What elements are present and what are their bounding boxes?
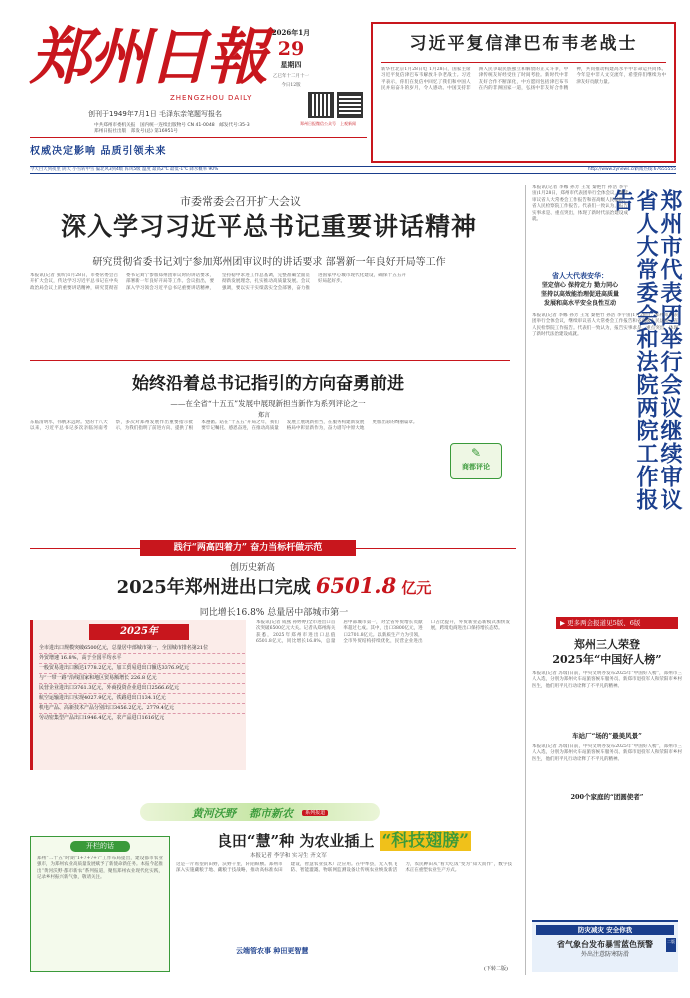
stat-item: 劳动密集型产品出口1946.4亿元，农产品进口1616亿元 [39, 715, 165, 721]
npc-sub-point: 坚持以高效能治理促进高质量 [540, 291, 619, 298]
weather-promo-title: 省气象台发布暴雪蓝色预警 [557, 939, 653, 949]
trade-subtitle: 同比增长16.8% 总量居中部城市第一 [199, 608, 349, 618]
agri-kicker-mid: 都市新农 [248, 807, 293, 820]
panel-year-badge: 2025年 [89, 624, 189, 640]
stat-item: 航空运输进出口实现4027.9亿元，铁路进出口134.1亿元 [39, 694, 245, 704]
side-note-box [30, 836, 170, 972]
banner-text: 践行“两高四着力” 奋力当标杆做示范 [173, 543, 323, 553]
agri-body: 这是一片希望的田野，沃野千里，阡陌纵横。郑州市深入实施藏粮于地、藏粮于技战略，推动高标准农田建设，智慧农业技术广泛应用。在中牟县，无人机飞防、智能灌溉、物联网监测设备让传统农业焕发新活力，农民种田从“看天吃饭”变为“知天而作”，数字技术正在重塑农业生产方式。 [176, 862, 512, 874]
logo-pinyin: ZHENGZHOU DAILY [170, 94, 253, 102]
weather-strip [30, 166, 676, 174]
stats-list [39, 644, 245, 723]
agri-title[interactable] [176, 826, 512, 851]
agri-byline: 本报记者 李学和 实习生 齐文军 [250, 853, 327, 859]
commentary-body: 东临清明水，伟帆未远时。党的十八大以来，习近平总书记多次亲临河南考察，多次对郑州发展作出重要指示批示，为我们指明了前进方向、提供了根本遵循。站在“十五五”开局之年，我们要牢记嘱托、感恩奋进，在推动高质量发展上展现新担当，在服务构建新发展格局中彰显新作为，奋力谱写中原大地更加出彩的绚丽篇章。 [30, 420, 418, 432]
trade-stats-panel [30, 620, 246, 770]
date-day: 29 [277, 38, 305, 60]
commentary-column-tag [450, 443, 502, 479]
more-coverage-link[interactable] [556, 617, 678, 629]
npc-sub-title: 省人大代表安华： [552, 271, 608, 280]
trade-title-value: 6501.8 [315, 573, 397, 598]
weather-promo[interactable] [532, 920, 678, 972]
banner-line-right [356, 548, 516, 549]
postal-code: 邮发代号:35-3 [219, 123, 250, 128]
lead-subtitle: 研究贯彻省委书记刘宁参加郑州团审议时的讲话要求 部署新一年良好开局等工作 [92, 257, 446, 268]
weather-promo-tag: 防灾减灾 安全你我 [536, 925, 674, 935]
weather-report: 今天白天到夜里 阴天 小雪转中雪 偏北风3到4级 阵风5级 温度 最高2℃ 最低-1℃ 降水概率 90% [30, 167, 219, 172]
honor-story [532, 637, 682, 837]
pen-icon: ✎ [470, 446, 482, 460]
agri-more[interactable]: (下转二版) [484, 966, 508, 972]
qr-code-news[interactable] [337, 92, 363, 118]
issue-number: 郑发号(总) 第16951号 [130, 129, 179, 134]
top-story-box [371, 22, 676, 163]
honor-title-line2[interactable]: 2025年“中国好人榜” [552, 653, 662, 666]
publisher: 中共郑州市委机关报 [94, 123, 136, 128]
publisher2: 郑州日报社出版 [94, 129, 127, 134]
banner-line [30, 548, 140, 549]
trade-title[interactable] [30, 573, 518, 599]
slogan: 权威决定影响 品质引领未来 [30, 146, 167, 157]
issue-pages: 今日12版 [281, 83, 301, 88]
weekday: 星期四 [280, 60, 302, 69]
masthead-rule [30, 137, 367, 138]
lead-title[interactable]: 深入学习习近平总书记重要讲话精神 [60, 212, 477, 241]
date-box [262, 28, 320, 88]
npc-sub-point: 坚定信心 保持定力 勠力同心 [541, 282, 619, 289]
trade-kicker: 创历史新高 [230, 563, 276, 573]
more-coverage-label: 更多两会报道见5版、6版 [567, 619, 641, 627]
founded-note: 创刊于1949年7月1日 毛泽东亲笔题写报名 [88, 110, 222, 118]
top-story-title[interactable]: 习近平复信津巴布韦老战士 [409, 34, 638, 54]
news-hotline: 新闻热线:67655555 [634, 167, 676, 172]
trade-story [30, 560, 518, 800]
stat-item: 民营企业进出口3761.3亿元，外商投资企业进出口2566.6亿元 [39, 684, 245, 694]
theme-banner [140, 540, 356, 556]
newspaper-logo: 郑州日報 [30, 22, 267, 93]
trade-body: 本报讯(记者 成燕 孙婷婷)全市进出口首次突破6500亿元大关。记者从郑州海关获悉，2025年郑州市进出口总值6501.8亿元，同比增长16.8%，总量居中部城市第一，对全省外贸增长贡献率超过七成。其中，出口3800亿元，进口2701.8亿元。以新质生产力为引领，全市外贸结构持续优化，民营企业进出口占比提升，外贸新业态新模式加快发展，跨境电商进出口保持增长态势。 [256, 620, 510, 645]
stat-item: 外贸增速 16.8%，高于全国平均水平 [39, 654, 245, 664]
trade-title-unit: 亿元 [401, 579, 432, 597]
agri-kicker-bar [140, 803, 380, 821]
stat-item: 一般贸易进出口额达1778.2亿元，加工贸易进出口额达3376.9亿元 [39, 664, 245, 674]
qr-code-wechat[interactable] [308, 92, 334, 118]
website-link[interactable]: http://www.zynews.cn [587, 167, 636, 172]
date-year-month: 2026年1月 [271, 28, 311, 37]
commentary-rule [30, 360, 510, 361]
npc-headline[interactable]: 郑州市代表团举行会议继续审议省人大常委会和法院两院工作报告 [609, 189, 683, 511]
agri-title-prefix: 良田“慧”种 为农业插上 [216, 832, 375, 850]
side-note-title: 开栏的话 [70, 841, 130, 852]
npc-sub-point: 发展和高水平安全良性互动 [543, 300, 616, 307]
weather-promo-badge: 二版 [666, 938, 676, 952]
honor-subhead-2: 200个家庭的“团圆使者” [570, 793, 644, 801]
agri-subhead: 云端管农事 种田更智慧 [236, 946, 309, 955]
trade-title-prefix: 2025年郑州进出口完成 [116, 577, 311, 598]
npc-body-long: 本报讯(记者 李娜 孙芳 王宠 秦艳竹 孙浩 李宇宙)1月28日，郑州市代表团举行全体会议，继续审议省人大常委会工作报告和省高级人民法院、省人民检察院工作报告。代表们一致认为，报告实事求是、重点突出，体现了新时代法治建设成就。 [532, 313, 678, 338]
publisher-info [94, 123, 304, 135]
top-story-rule [381, 62, 666, 63]
honor-title-line1[interactable]: 郑州三人荣登 [574, 638, 640, 651]
arrow-right-icon: ▶ [560, 619, 568, 627]
qr-label-wechat: 郑州日报微信公众号 [300, 121, 336, 126]
lead-kicker: 市委常委会召开扩大会议 [180, 195, 301, 208]
npc-story [532, 185, 682, 632]
npc-body: 本报讯(记者 李娜 孙芳 王宠 秦艳竹 孙浩 李宇宙)1月28日，郑州市代表团举行全体会议，继续审议省人大常委会工作报告和省高级人民法院、省人民检察院工作报告。代表们一致认为，报告实事求是、重点突出，体现了新时代法治建设成就。 [532, 185, 628, 223]
cn-code: 国内统一连续出版物号 CN 41-0048 [139, 123, 215, 128]
npc-sub-box [532, 271, 628, 308]
top-story-body: 新华社北京1月28日电 1月28日，国家主席习近平复信津巴布韦解放斗争老战士。习近平表示，你们在复信中回忆了我们和中国人民并肩奋斗的岁月，令人感动。中国支持非洲人民争取民族独立和解放的正义斗争，中津传统友好经受住了时间考验。新时代中非友好合作不断深化，中方愿同包括津巴布韦在内的非洲国家一道，弘扬中非友好合作精神，共同推动构建高水平中非命运共同体。今年是中非人文交流年，希望你们继续为中津友好贡献力量。 [381, 67, 666, 92]
agri-kicker-tag: 系列报道 [302, 810, 328, 816]
side-note-body: 郑州“二十五”时期“1+7+7+7”工作布局提出，建设都市农业强市，为郑州农业高质量发展赋予了新使命新任务。本报今起推出“黄河沃野·都市新农”系列报道，聚焦郑州农业现代化实践，记录乡村振兴新气象，敬请关注。 [37, 856, 163, 881]
weather-promo-subtitle: 外出注意防寒防滑 [580, 951, 629, 958]
commentary-author: 郑言 [258, 412, 271, 419]
commentary-subtitle: ——在全省“十五五”发展中展现新担当新作为系列评论之一 [170, 399, 366, 408]
honor-subhead: 车站厂“场的”最美风景” [572, 732, 642, 740]
qr-label-news: 上观新闻 [340, 121, 356, 126]
commentary-title[interactable]: 始终沿着总书记指引的方向奋勇前进 [132, 374, 404, 394]
agri-title-highlight: “科技翅膀” [381, 831, 470, 851]
stat-item: 全市进出口规模突破6500亿元，总量居中部城市第一，全国城市排名第21位 [39, 644, 245, 654]
agri-kicker-left: 黄河沃野 [191, 807, 236, 820]
stat-item: 与“一带一路”沿线国家和地区贸易额增长 226.8 亿元 [39, 674, 245, 684]
stat-item: 机电产品、高新技术产品分别出口3456.2亿元、2779.4亿元 [39, 704, 245, 714]
column-divider [525, 185, 526, 975]
lead-story [30, 185, 518, 500]
lead-body: 本报讯(记者 张昕)1月28日，市委常委会召开扩大会议，传达学习习近平总书记在中央政治局会议上的重要讲话精神，研究贯彻省委书记刘宁参加郑州团审议时的讲话要求，部署新一年良好开局等工作。会议指出，要深入学习领会习近平总书记重要讲话精神，坚持稳中求进工作总基调，完整准确全面贯彻新发展理念，扎实推动高质量发展。会议强调，要以实干实绩落实全会部署，奋力推进国家中心城市现代化建设，确保十五五开好局起好步。 [30, 273, 406, 291]
honor-body-2: 本报讯(记者 苏瑞)日前，中央文明办发布2025年“中国好人榜”，郑州市三人入选，分别为郑州火车站旅客候车服务员、新郑市退役军人和荥阳市乡村医生，他们用平凡行动诠释了不平凡的精神。 [532, 744, 682, 762]
column-tag-label: 商都评论 [462, 462, 490, 471]
lunar-date: 乙巳年十二月十一 [273, 74, 309, 79]
honor-body: 本报讯(记者 苏瑞)日前，中央文明办发布2025年“中国好人榜”，郑州市三人入选，分别为郑州火车站旅客候车服务员、新郑市退役军人和荥阳市乡村医生，他们用平凡行动诠释了不平凡的精神。 [532, 671, 682, 689]
